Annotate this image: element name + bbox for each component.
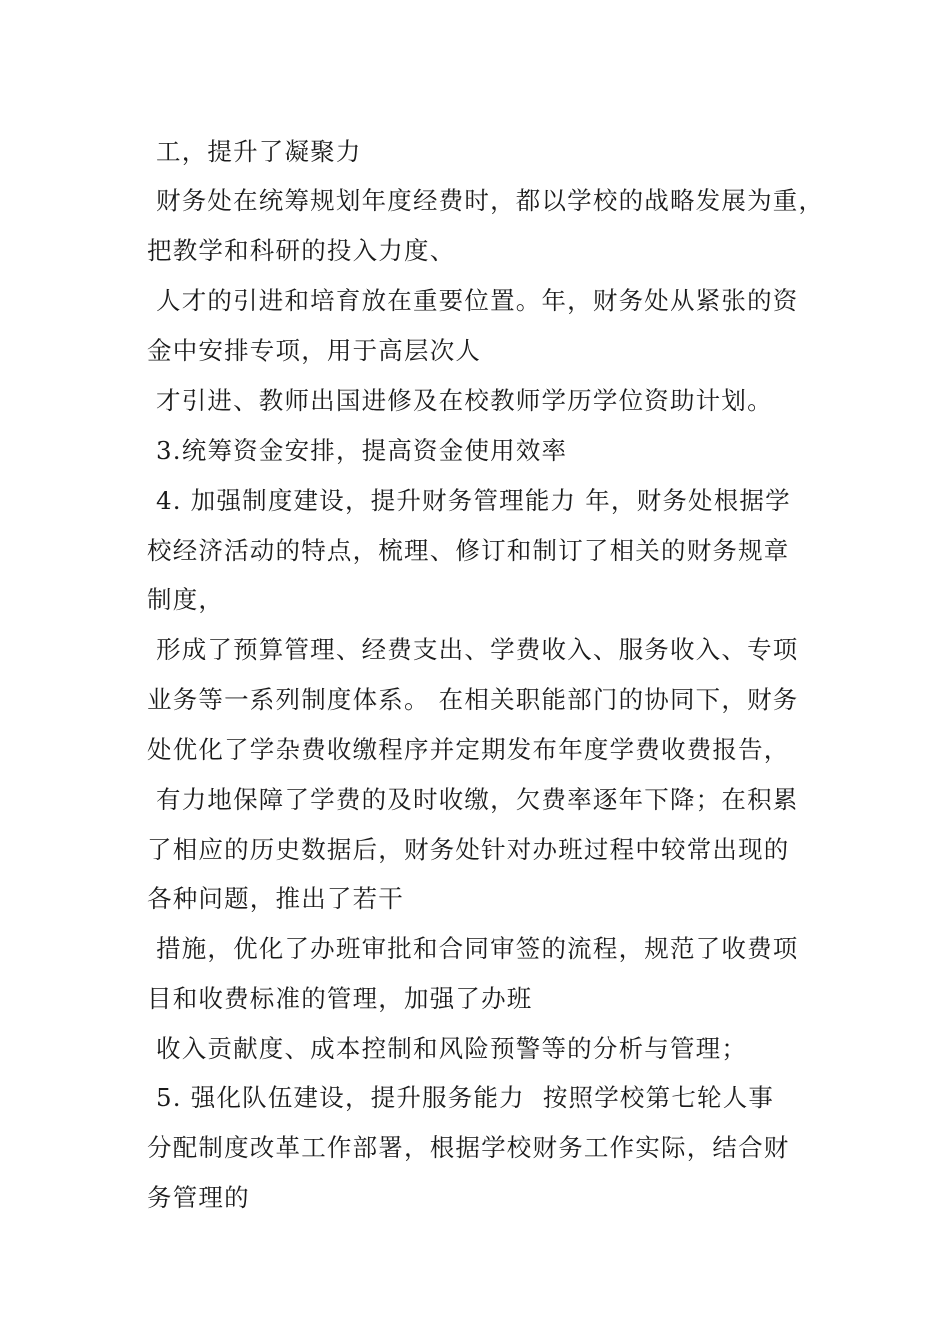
- text-line: 形成了预算管理、经费支出、学费收入、服务收入、专项: [147, 635, 799, 664]
- text-line: 收入贡献度、成本控制和风险预警等的分析与管理；: [147, 1034, 748, 1063]
- text-line: 财务处在统筹规划年度经费时，都以学校的战略发展为重，: [147, 186, 825, 215]
- text-line: 措施，优化了办班审批和合同审签的流程，规范了收费项: [147, 934, 799, 963]
- text-line: 务管理的: [147, 1183, 250, 1212]
- text-line: 5. 强化队伍建设，提升服务能力 按照学校第七轮人事: [147, 1083, 775, 1112]
- text-line: 4. 加强制度建设，提升财务管理能力 年，财务处根据学: [147, 486, 791, 515]
- text-line: 各种问题，推出了若干: [147, 884, 404, 913]
- text-line: 处优化了学杂费收缴程序并定期发布年度学费收费报告，: [147, 735, 790, 764]
- text-line: 有力地保障了学费的及时收缴，欠费率逐年下降；在积累: [147, 785, 799, 814]
- text-line: 校经济活动的特点，梳理、修订和制订了相关的财务规章: [147, 536, 790, 565]
- text-line: 分配制度改革工作部署，根据学校财务工作实际，结合财: [147, 1133, 790, 1162]
- text-line: 了相应的历史数据后，财务处针对办班过程中较常出现的: [147, 835, 790, 864]
- text-line: 才引进、教师出国进修及在校教师学历学位资助计划。: [147, 386, 773, 415]
- text-line: 目和收费标准的管理，加强了办班: [147, 984, 533, 1013]
- text-line: 金中安排专项，用于高层次人: [147, 336, 482, 365]
- text-line: 3.统筹资金安排，提高资金使用效率: [147, 436, 568, 465]
- text-line: 制度，: [147, 585, 225, 614]
- text-line: 人才的引进和培育放在重要位置。年，财务处从紧张的资: [147, 286, 799, 315]
- text-line: 业务等一系列制度体系。 在相关职能部门的协同下，财务: [147, 685, 799, 714]
- text-line: 把教学和科研的投入力度、: [147, 236, 456, 265]
- text-line: 工，提升了凝聚力: [147, 137, 362, 166]
